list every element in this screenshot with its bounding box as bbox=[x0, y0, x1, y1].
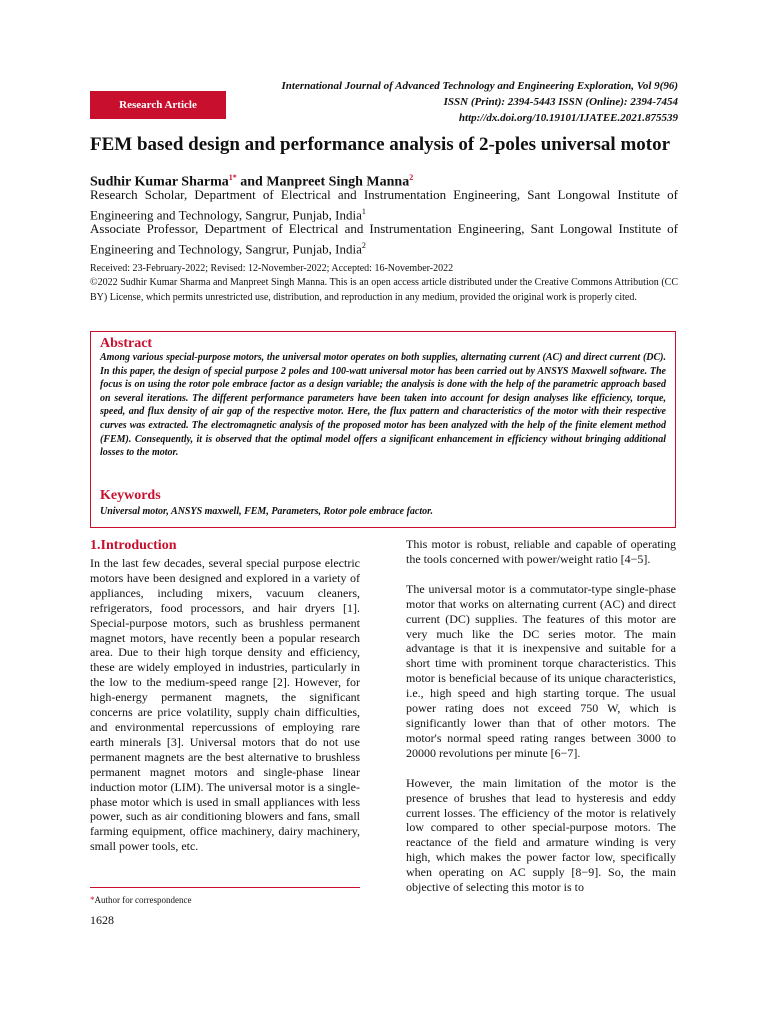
affiliation-1-text: Research Scholar, Department of Electrical and Instrumentation Engineering, Sant Longowal Institute of Engineering and Technology, Sangrur, Punjab, India bbox=[90, 187, 678, 223]
abstract-text: Among various special-purpose motors, the universal motor operates on both supplies, alternating current (AC) and direct current (DC). In this paper, the design of special purpose 2 poles and 100-watt universal motor has been carried out by ANSYS Maxwell software. The focus is on using the rotor pole embrace factor as a design variable; the analysis is done with the help of the parametric approach based on several iterations. The different performance parameters have been taken into account for design analyses like efficiency, torque, speed, and flux density of air gap of the respective motor. Here, the flux pattern and characteristics of the motor with their respective curves was extracted. The electromagnetic analysis of the proposed motor has been analyzed with the help of the finite element method (FEM). Consequently, it is observed that the optimal model offers a significant enhancement in efficiency without bringing additional losses to the motor. bbox=[100, 352, 666, 459]
footnote-text: Author for correspondence bbox=[94, 895, 192, 905]
doi-link[interactable]: http://dx.doi.org/10.19101/IJATEE.2021.875539 bbox=[458, 112, 678, 124]
introduction-heading: 1.Introduction bbox=[90, 538, 177, 553]
affiliation-1-marker: 1 bbox=[361, 207, 366, 216]
paper-title: FEM based design and performance analysis of 2-poles universal motor bbox=[90, 134, 671, 155]
keywords-text: Universal motor, ANSYS maxwell, FEM, Parameters, Rotor pole embrace factor. bbox=[100, 506, 433, 517]
author-1-marker: 1* bbox=[228, 173, 237, 182]
license-notice: ©2022 Sudhir Kumar Sharma and Manpreet Singh Manna. This is an open access article distributed under the Creative Commons Attribution (CC BY) License, which permits unrestricted use, distribution, and reproduction in any medium, provided the original work is properly cited. bbox=[90, 277, 678, 303]
author-conjunction: and bbox=[236, 174, 267, 190]
intro-paragraph-2: This motor is robust, reliable and capable of operating the tools concerned with power/weight ratio [4−5]. bbox=[406, 537, 676, 566]
article-type-badge: Research Article bbox=[90, 91, 226, 119]
affiliation-2 bbox=[90, 220, 678, 257]
journal-header bbox=[240, 78, 678, 126]
page-number: 1628 bbox=[90, 913, 114, 927]
footnote-rule bbox=[90, 887, 360, 888]
footnote-marker: * bbox=[90, 895, 95, 905]
intro-paragraph-3: The universal motor is a commutator-type single-phase motor that works on alternating current (AC) and direct current (DC) supplies. The features of this motor are very much like the DC series motor. The main advantage is that it is inexpensive and suitable for a short time with prominent torque characteristics. This motor is beneficial because of its unique characteristics, i.e., high speed and high starting torque. The usual power rating does not exceed 750 W, which is significantly lower than that of other motors. The motor's normal speed rating ranges between 3000 to 20000 revolutions per minute [6−7]. bbox=[406, 581, 676, 760]
keywords-heading: Keywords bbox=[100, 488, 161, 503]
intro-paragraph-4: However, the main limitation of the motor is the presence of brushes that lead to hysteresis and eddy current losses. The efficiency of the motor is relatively low compared to other special-purpose motors. The reactance of the field and armature winding is very high, which makes the power factor low, specifically when operating on AC supply [8−9]. So, the main objective of selecting this motor is to bbox=[406, 775, 676, 895]
intro-paragraph-1: In the last few decades, several special purpose electric motors have been designed and explored in a variety of appliances, including mixers, vacuum cleaners, refrigerators, food processors, and hair dryers [1]. Special-purpose motors, such as brushless permanent magnet motors, have recently been a popular research area. Due to their high torque density and efficiency, these are widely employed in industries, particularly in the low to the medium-speed range [2]. However, for high-energy permanent magnets, the significant concerns are price volatility, supply chain difficulties, and environmental repercussions of employing rare earth minerals [3]. Universal motors that do not use permanent magnets are the best alternative to brushless permanent magnet motors and single-phase linear induction motor (LIM). The universal motor is a single-phase motor which is used in small appliances with less power, such as air conditioning blowers and fans, small farming equipment, office machinery, dairy machinery, small power tools, etc. bbox=[90, 556, 360, 854]
abstract-heading: Abstract bbox=[100, 336, 153, 351]
article-dates: Received: 23-February-2022; Revised: 12-November-2022; Accepted: 16-November-2022 bbox=[90, 263, 454, 274]
affiliation-2-text: Associate Professor, Department of Electrical and Instrumentation Engineering, Sant Longowal Institute of Engineering and Technology, Sangrur, Punjab, India bbox=[90, 221, 678, 257]
footnote bbox=[90, 895, 191, 905]
left-column bbox=[90, 556, 360, 854]
affiliation-2-marker: 2 bbox=[361, 241, 366, 250]
issn-line: ISSN (Print): 2394-5443 ISSN (Online): 2394-7454 bbox=[443, 96, 678, 108]
author-2-marker: 2 bbox=[409, 173, 414, 182]
author-1: Sudhir Kumar Sharma bbox=[90, 174, 229, 190]
right-column bbox=[406, 537, 676, 895]
affiliation-1 bbox=[90, 186, 678, 223]
author-2: Manpreet Singh Manna bbox=[266, 174, 410, 190]
journal-name: International Journal of Advanced Technology and Engineering Exploration, Vol 9(96) bbox=[281, 80, 678, 92]
